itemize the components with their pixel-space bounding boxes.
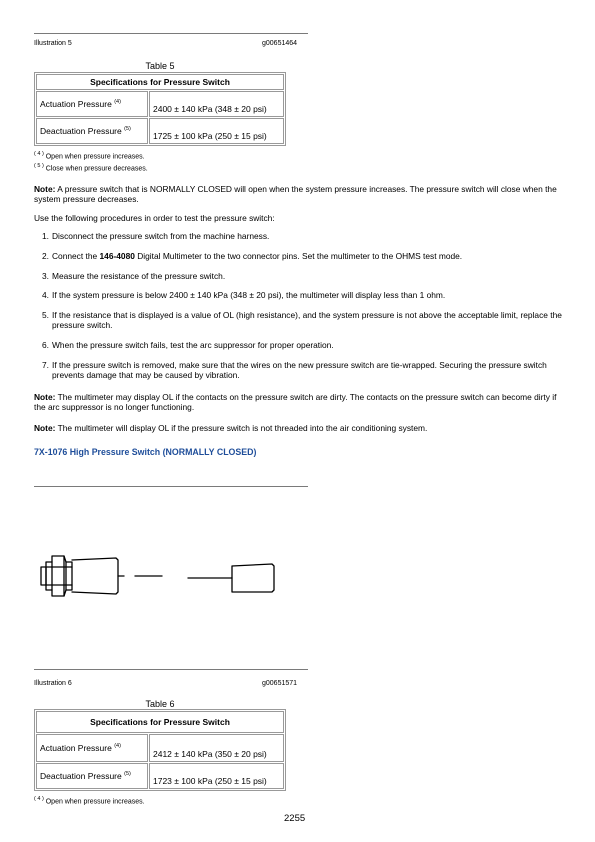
- table-6-caption: Table 6: [145, 699, 175, 709]
- note-text: A pressure switch that is NORMALLY CLOSED will open when the system pressure increases. The pressure switch will close when the system pressure decreases.: [34, 184, 557, 204]
- step-number: 1.: [42, 231, 49, 241]
- step-text: Connect the: [52, 250, 100, 261]
- step-text: If the system pressure is below 2400 ± 140 kPa (348 ± 20 psi), the multimeter will display less than 1 ohm.: [52, 290, 446, 301]
- row-value: 2400 ± 140 kPa (348 ± 20 psi): [149, 91, 284, 117]
- row-label: Deactuation Pressure: [40, 126, 122, 136]
- note-text: The multimeter may display OL if the contacts on the pressure switch are dirty. The contacts on the pressure switch can become dirty if the arc suppressor is no longer functioning.: [34, 392, 557, 412]
- footnote-mark: ( 4 ): [34, 796, 44, 802]
- note-label: Note:: [34, 423, 56, 433]
- procedure-steps: [34, 231, 564, 390]
- step-text: If the pressure switch is removed, make sure that the wires on the new pressure switch are tie-wrapped. Securing the pressure switch prevents damage that may be caused by vibration.: [52, 359, 547, 380]
- step-number: 5.: [42, 310, 49, 321]
- note-label: Note:: [34, 184, 56, 194]
- note-normally-closed: [34, 184, 564, 204]
- illustration-6-top-rule: [34, 486, 308, 487]
- row-label: Actuation Pressure: [40, 99, 112, 109]
- footnote-mark: ( 4 ): [34, 151, 44, 157]
- list-item: [34, 290, 564, 300]
- row-label: Deactuation Pressure: [40, 771, 122, 781]
- illustration-5-label: Illustration 5: [34, 40, 72, 47]
- illustration-6-label: Illustration 6: [34, 680, 72, 687]
- row-value: 1725 ± 100 kPa (250 ± 15 psi): [149, 118, 284, 144]
- note-not-threaded: [34, 423, 564, 433]
- top-rule: [34, 33, 308, 34]
- list-item: [34, 251, 564, 261]
- row-label: Actuation Pressure: [40, 743, 112, 753]
- step-text: When the pressure switch fails, test the arc suppressor for proper operation.: [52, 339, 334, 350]
- illustration-6-code: g00651571: [262, 680, 298, 687]
- row-note: (4): [114, 99, 121, 106]
- table-5-caption: Table 5: [145, 61, 175, 71]
- footnote: [34, 796, 145, 805]
- table-5-header: Specifications for Pressure Switch: [36, 74, 284, 90]
- table-row: [36, 91, 148, 117]
- step-number: 7.: [42, 359, 49, 370]
- step-text: Digital Multimeter to the two connector pins. Set the multimeter to the OHMS test mode.: [134, 250, 463, 261]
- note-label: Note:: [34, 392, 56, 402]
- table-6-header: Specifications for Pressure Switch: [36, 711, 284, 733]
- step-number: 2.: [42, 250, 49, 261]
- step-text: Measure the resistance of the pressure switch.: [52, 270, 226, 281]
- step-number: 4.: [42, 290, 49, 301]
- step-number: 6.: [42, 339, 49, 350]
- section-title: 7X-1076 High Pressure Switch (NORMALLY CLOSED): [34, 447, 257, 457]
- footnote-mark: ( 5 ): [34, 163, 44, 169]
- note-text: The multimeter will display OL if the pressure switch is not threaded into the air conditioning system.: [55, 423, 428, 433]
- pressure-switch-drawing: [40, 548, 280, 602]
- table-5: [34, 72, 286, 146]
- procedure-intro: Use the following procedures in order to test the pressure switch:: [34, 213, 275, 223]
- step-text: If the resistance that is displayed is a value of OL (high resistance), and the system pressure is not above the acceptable limit, replace the pressure switch.: [52, 310, 562, 331]
- page-number: 2255: [284, 813, 306, 824]
- list-item: [34, 340, 564, 350]
- footnote-text: Open when pressure increases.: [45, 153, 145, 161]
- step-number: 3.: [42, 270, 49, 281]
- footnote: [34, 163, 148, 172]
- list-item: [34, 231, 564, 241]
- list-item: [34, 360, 564, 380]
- table-row: [36, 734, 148, 762]
- row-note: (5): [124, 126, 131, 133]
- footnote-text: Close when pressure decreases.: [45, 165, 148, 173]
- step-text: Disconnect the pressure switch from the machine harness.: [52, 231, 270, 241]
- part-number: 146-4080: [99, 250, 135, 261]
- footnote-text: Open when pressure increases.: [45, 798, 145, 806]
- illustration-5-code: g00651464: [262, 40, 298, 47]
- row-value: 1723 ± 100 kPa (250 ± 15 psi): [149, 763, 284, 789]
- footnote: [34, 151, 145, 160]
- row-note: (4): [114, 743, 121, 750]
- table-row: [36, 118, 148, 144]
- row-value: 2412 ± 140 kPa (350 ± 20 psi): [149, 734, 284, 762]
- note-dirty-contacts: [34, 392, 564, 412]
- table-row: [36, 763, 148, 789]
- list-item: [34, 271, 564, 281]
- table-6: [34, 709, 286, 791]
- row-note: (5): [124, 771, 131, 778]
- illustration-6-bottom-rule: [34, 669, 308, 670]
- list-item: [34, 310, 564, 330]
